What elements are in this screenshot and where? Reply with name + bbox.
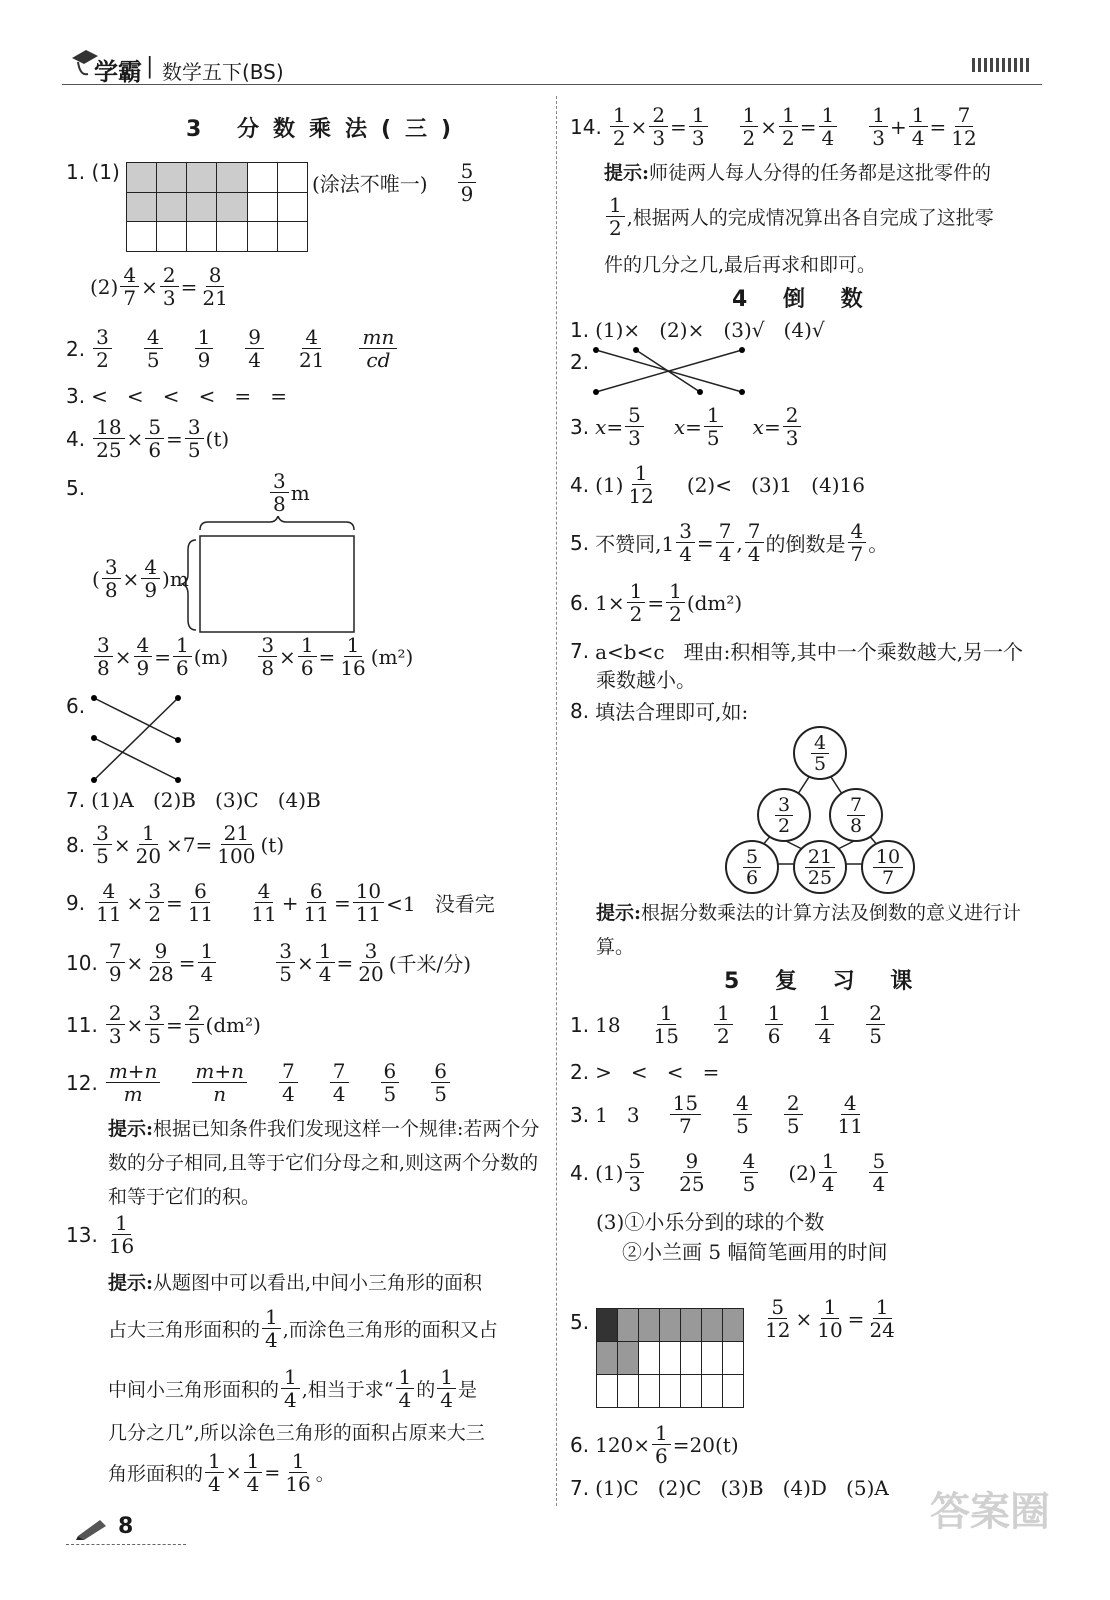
q4-unit: (t) [205,426,230,451]
s3-label: 3. [570,1102,590,1127]
q13-hint-line4: 几分之几”,所以涂色三角形的面积占原来大三 [108,1422,485,1444]
r5-label: 5. [570,530,590,555]
q7-answers: (1)A (2)B (3)C (4)B [91,788,321,812]
s7-answers: (1)C (2)C (3)B (4)D (5)A [595,1476,889,1500]
q2-item: $\frac{1}{9}$ [195,326,214,371]
q1-note: (涂法不唯一) [312,172,428,196]
q13-label: 13. [66,1222,98,1247]
header-pattern [972,58,1032,72]
s3-lead: 1 3 [595,1102,640,1127]
s1-item: $\frac{1}{2}$ [714,1002,733,1047]
q5-equations: $\frac{3}{8}$ × $\frac{4}{9}$ = $\frac{1}{6}$ (m) $\frac{3}{8}$ × $\frac{1}{6}$ = $\frac{1}{16}$ (m²) [92,634,413,679]
s2-answers: > < < = [595,1060,720,1084]
s3-item: $\frac{15}{7}$ [670,1092,701,1137]
r7-line1: a<b<c 理由:积相等,其中一个乘数越大,另一个 [595,640,1024,664]
q12-hint: 提示:根据已知条件我们发现这样一个规律:若两个分数的分子相同,且等于它们分母之和,则这两个分数的和等于它们的积。 [108,1118,540,1208]
s1-item: $\frac{1}{15}$ [653,1001,679,1048]
q12-label: 12. [66,1070,98,1095]
footer-rule [66,1544,186,1545]
q13-hint-line2: 占大三角形面积的 $\frac{1}{4}$ ,而涂色三角形的面积又占 [108,1305,498,1352]
q2-item: $\frac{4}{21}$ [299,325,325,372]
q3-answers: < < < < = = [91,384,288,408]
column-divider [556,96,557,1506]
page-number: 8 [118,1514,134,1539]
s3-item: $\frac{4}{5}$ [733,1092,752,1137]
q11-unit: (dm²) [205,1012,261,1037]
q1-label: 1. (1) [66,160,120,184]
q8-unit: (t) [260,832,285,857]
section-title-5: 5 复 习 课 [724,969,927,994]
s5-label: 5. [570,1310,590,1334]
s5-grid [596,1308,744,1408]
q4-label: 4. [66,426,86,451]
r7-line2: 乘数越小。 [596,668,696,692]
q8-label: 8. [66,832,86,857]
q12-item: $\frac{6}{5}$ [381,1060,400,1105]
q5-rectangle-diagram [178,516,378,636]
q7-label: 7. [66,788,86,812]
q1-sub2: (2) $\frac{4}{7}$ × $\frac{2}{3}$ = $\frac{8}{21}$ [90,263,228,310]
q12-item: $\frac{7}{4}$ [330,1060,349,1105]
r2-matching-lines [590,344,750,400]
q9-label: 9. [66,890,86,915]
r4-label: 4. [570,472,590,497]
s1-item: $\frac{2}{5}$ [866,1002,885,1047]
s7-label: 7. [570,1476,590,1500]
r6-label: 6. [570,590,590,615]
q1-answer-fraction: $\frac{5}{9}$ [458,160,477,205]
q13-hint-line3: 中间小三角形面积的 $\frac{1}{4}$ ,相当于求“ $\frac{1}{4}$ 的 $\frac{1}{4}$ 是 [108,1365,478,1412]
r8-circle-bottom-left: $\frac{5}{6}$ [725,840,779,894]
s2-label: 2. [570,1060,590,1084]
q12-item: $\frac{m+n}{m}$ [106,1060,161,1105]
q12-item: $\frac{7}{4}$ [279,1060,298,1105]
q10-unit: (千米/分) [388,952,472,976]
s4-label: 4. [570,1160,590,1185]
s5-equation: $\frac{5}{12}$ × $\frac{1}{10}$ = $\frac{1}{24}$ [765,1295,895,1342]
pencil-icon [74,1516,108,1540]
section-title-4: 4 倒 数 [732,287,877,312]
s1-item: $\frac{1}{4}$ [815,1002,834,1047]
section-title-3: 3 分数乘法(三) [186,117,466,142]
q2-item: $\frac{9}{4}$ [245,326,264,371]
q6-matching-lines [86,688,186,788]
r6-unit: (dm²) [686,590,743,615]
q2-item: $\frac{mn}{cd}$ [359,326,397,371]
s1-lead: 18 [595,1012,621,1037]
r4-part1: (1) [595,472,624,497]
r7-label: 7. [570,638,590,663]
r1-label: 1. [570,318,590,342]
q12-item: $\frac{6}{5}$ [431,1060,450,1105]
q10-label: 10. [66,950,98,975]
s3-item: $\frac{2}{5}$ [784,1092,803,1137]
s3-item: $\frac{4}{11}$ [837,1091,863,1138]
r2-label: 2. [570,350,590,374]
r8-circle-top: $\frac{4}{5}$ [793,726,847,780]
s1-label: 1. [570,1012,590,1037]
q14-hint-line3: 件的几分之几,最后再求和即可。 [604,254,877,276]
q9-tail: <1 没看完 [386,892,495,916]
r8-circle-bottom-right: $\frac{10}{7}$ [861,840,915,894]
q5-label: 5. [66,476,86,500]
brand-logo-text: 学霸 [94,58,142,86]
q11-label: 11. [66,1012,98,1037]
r8-hint: 提示:根据分数乘法的计算方法及倒数的意义进行计算。 [596,902,1022,958]
r8-circle-mid-right: $\frac{7}{8}$ [829,788,883,842]
r8-text: 填法合理即可,如: [595,700,749,724]
r4-rest: (2)< (3)1 (4)16 [686,472,865,497]
q6-label: 6. [66,694,86,718]
subject-label: 数学五下(BS) [162,60,284,84]
s4-part3a: (3)①小乐分到的球的个数 [596,1210,825,1234]
q13-answer: $\frac{1}{16}$ [108,1211,135,1258]
r8-label: 8. [570,698,590,723]
watermark-logo: 答案圈 [930,1489,1050,1535]
s6-label: 6. [570,1432,590,1457]
s1-item: $\frac{1}{6}$ [765,1002,784,1047]
q2-item: $\frac{3}{2}$ [93,326,112,371]
q2-label: 2. [66,336,86,361]
r1-answers: (1)× (2)× (3)√ (4)√ [595,318,825,342]
q2-item: $\frac{4}{5}$ [144,326,163,371]
q14-label: 14. [570,114,602,139]
r3-label: 3. [570,414,590,439]
q12-item: $\frac{m+n}{n}$ [192,1060,247,1105]
header-rule [62,84,1042,85]
q13-hint-line1: 提示: 从题图中可以看出,中间小三角形的面积 [108,1272,483,1294]
r8-circle-mid-left: $\frac{3}{2}$ [757,788,811,842]
q13-hint-line5: 角形面积的 $\frac{1}{4}$ × $\frac{1}{4}$ = $\frac{1}{16}$ 。 [108,1449,335,1496]
q3-label: 3. [66,384,86,408]
r8-circle-bottom-mid: $\frac{21}{25}$ [793,840,847,894]
q5-side-dim: ( $\frac{3}{8}$ × $\frac{4}{9}$ )m [92,555,189,602]
q14-hint-line2: $\frac{1}{2}$ ,根据两人的完成情况算出各自完成了这批零 [604,194,994,239]
q14-hint-line1: 提示: 师徒两人每人分得的任务都是这批零件的 [604,162,992,184]
header-bar: 学霸 | 数学五下(BS) [62,46,1042,86]
s4-part3b: ②小兰画 5 幅简笔画用的时间 [622,1240,888,1264]
q1-grid [126,162,308,252]
q5-top-dim: $\frac{3}{8}$ m [268,470,310,515]
